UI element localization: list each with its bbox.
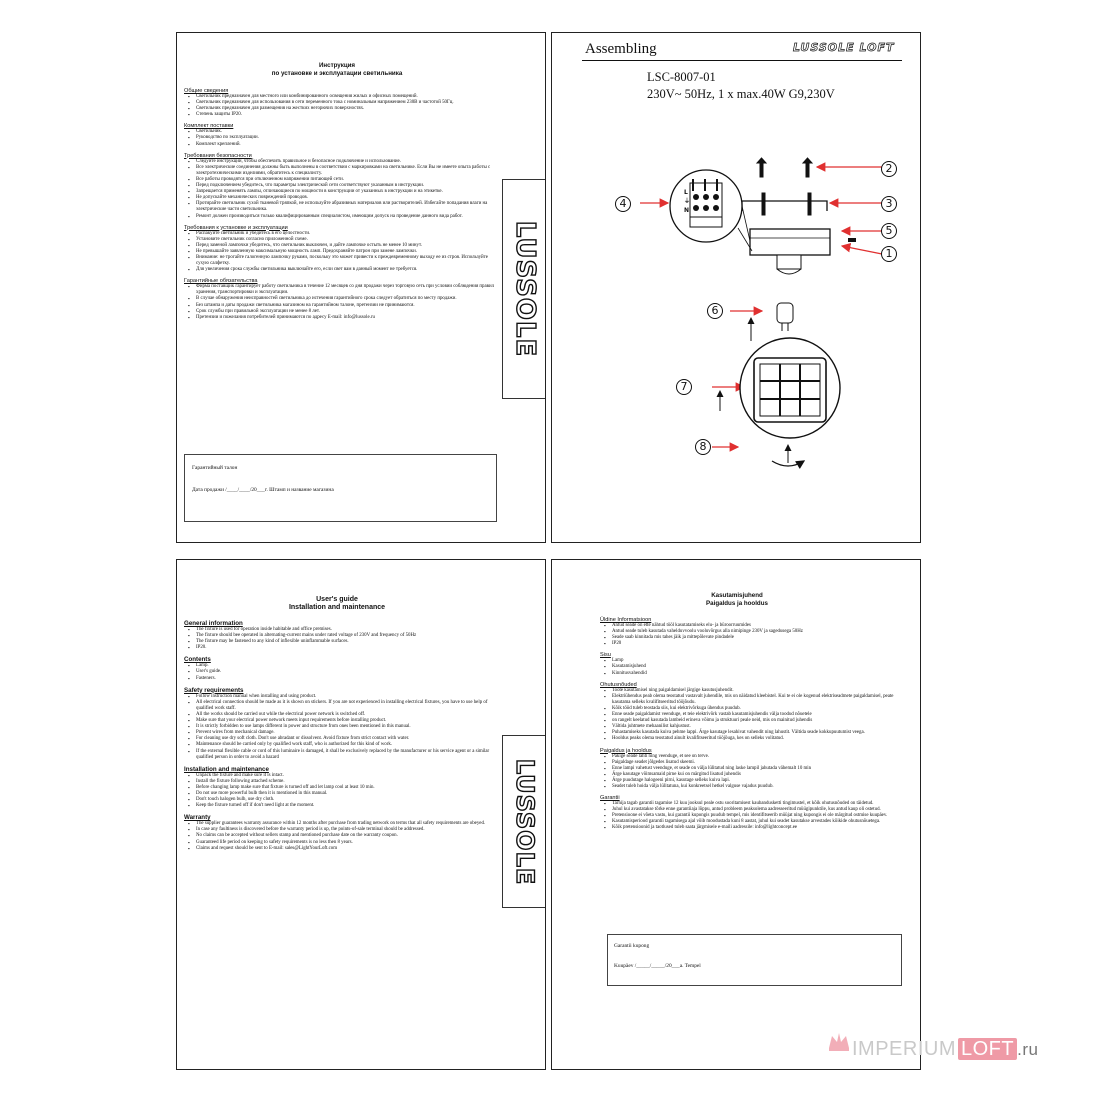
list-item: ▪ Все электрические соединения должны быть выполнены в соответствии с маркировками на светильнике. Если Вы не имеете опыта работы с электротехническими изделиями, обратитесь к специалисту. <box>184 165 502 177</box>
en-section-list <box>184 694 502 761</box>
list-item: ▪ Установите светильник согласно приложенной схеме. <box>184 237 502 243</box>
ru-section-heading: Общие сведения <box>184 88 229 94</box>
list-item: ▪ Pretensioone ei võeta vastu, kui garantii kupongis puudub tempel, mis identifitseerib müüjat ning kupongis ei ole märgitud ostmise kuupäev. <box>600 813 900 819</box>
callout-5: 5 <box>881 223 897 239</box>
list-item: ▪ Светильник предназначен для использования в сети переменного тока с номинальным напряжением 230В и частотой 50Гц. <box>184 100 502 106</box>
list-item: ▪ Puhastamiseks kasutada kuiva pehme lappi. Ärge kasutage lesahivat vahendit ning lahustit. Vältida seade kokkupuutumist veega. <box>600 730 900 736</box>
list-item: ▪ If the external flexible cable or cord of this luminaire is damaged, it shall be exclusively replaced by the manufacturer or his service agent or a similar qualified person in order to avoid a hazard <box>184 749 502 761</box>
list-item: ▪ Keep the fixture turned off if don't need light at the moment. <box>184 803 502 809</box>
ru-section-list <box>184 284 502 321</box>
callout-7: 7 <box>676 379 692 395</box>
ru-title-line1: Инструкция <box>318 62 356 69</box>
ru-section-list <box>184 94 502 118</box>
glass-shade <box>740 338 840 438</box>
model-spec: 230V~ 50Hz, 1 x max.40W G9,230V <box>647 87 835 101</box>
list-item: ▪ The fixture may be fastened to any kind of inflexible uninflammable surfaces. <box>184 639 502 645</box>
terminal-label-l: L <box>684 189 688 196</box>
et-title-line1: Kasutamisjuhend <box>711 592 763 599</box>
ru-section-heading: Требования к установке и эксплуатации <box>184 224 288 231</box>
et-section-list <box>600 754 900 791</box>
en-section-list <box>184 627 502 651</box>
et-section-list <box>600 801 900 831</box>
callout-4: 4 <box>615 196 631 212</box>
list-item: ▪ on rangelt keelatud kasutada lambeid erineva võimu ja struktuuri peale neid, mis on mainitud juhendis <box>600 718 900 724</box>
list-item: ▪ Для увеличения срока службы светильника выключайте его, если свет вам в данный момент не требуется. <box>184 267 502 273</box>
en-section-heading: General information <box>184 620 243 627</box>
list-item: ▪ Все работы проводятся при отключенном напряжении питающей сети. <box>184 177 502 183</box>
list-item: ▪ The fixture should bee operated in alternating-current mains under rated voltage of 230V and frequency of 50Hz <box>184 633 502 639</box>
list-item: ▪ The supplier guarantees warranty assurance within 12 months after purchase from trading network on terms that all safety requirements are obeyed. <box>184 821 502 827</box>
list-item: ▪ Antud seade on ette nähtud tööl kasutatamiseks elu- ja büroorruumides <box>600 623 900 629</box>
list-item: ▪ Претензии и пожелания потребителей принимаются по адресу E-mail: info@lussole.ru <box>184 315 502 321</box>
en-section-heading: Installation and maintenance <box>184 765 269 773</box>
lussole-logo-vertical <box>502 735 546 908</box>
ru-section-heading: Комплект поставки <box>184 123 234 130</box>
list-item: ▪ Make sure that your electrical power network meets input requirements before installing product. <box>184 718 502 724</box>
terminal-labels <box>684 188 694 215</box>
en-section-heading: Warranty <box>184 814 211 822</box>
list-item: ▪ Не допускайте механических повреждений проводов. <box>184 195 502 201</box>
list-item: ▪ Ärge kasutage võimsamaid pirne kui on märgitud lisatud juhendis <box>600 772 900 778</box>
ru-section-list <box>184 129 502 147</box>
list-item: ▪ Paigaldage seadet jõlgedes lisatud skeemi. <box>600 760 900 766</box>
terminal-label-earth: ⏚ <box>684 198 691 205</box>
list-item: ▪ Ремонт должен производиться только квалифицированным специалистом, имеющим допуск на проведение данного вида работ. <box>184 214 502 220</box>
list-item: ▪ Перед подключением убедитесь, что параметры электрической сети соответствуют указанным в инструкции. <box>184 183 502 189</box>
list-item: ▪ Ärge puudutage halogeeni pirni, kasutage selleks kuiva lapi. <box>600 778 900 784</box>
list-item: ▪ Lamp. <box>184 663 502 669</box>
list-item: ▪ Протирайте светильник сухой тканевой тряпкой, не используйте абразивных материалов или растворителей. Избегайте попадания влаги на электрические части светильника. <box>184 201 502 213</box>
list-item: ▪ All the works should be carried out while the electrical power network is switched off. <box>184 712 502 718</box>
list-item: ▪ Комплект креплений. <box>184 142 502 148</box>
en-title-line2: Installation and maintenance <box>288 604 386 611</box>
et-section-list <box>600 688 900 743</box>
list-item: ▪ Guaranteed life period on keeping to safety requirements is no less then 8 years. <box>184 840 502 846</box>
en-section-list <box>184 773 502 810</box>
callout-8: 8 <box>695 439 711 455</box>
ru-section-list <box>184 159 502 220</box>
list-item: ▪ Внимание: не трогайте галогенную лампочку руками, поскольку это может привести к преждевременному выходу ее из строя. Используйте сухую салфетку. <box>184 255 502 267</box>
watermark-tld: .ru <box>1017 1040 1039 1059</box>
list-item: ▪ Tarnija tagab garantii tagamise 12 kuu jooksul peale ostu sooritamisest kaubandusketti tingimustel, et kõik ohutusnõuded on täidetud. <box>600 801 900 807</box>
crown-icon <box>826 1030 852 1052</box>
list-item: ▪ Don't touch halogen bulb, use dry cloth. <box>184 797 502 803</box>
list-item: ▪ Срок службы при правильной эксплуатации не менее 8 лет. <box>184 309 502 315</box>
ru-section-heading: Требования безопасности <box>184 152 252 159</box>
ru-coupon-title: Гарантийный талон <box>192 465 238 471</box>
list-item: ▪ Kõik pretensioonid ja taotlused tuleb saata järgmisele e-maili aadressile: info@lightconcept.ee <box>600 825 900 831</box>
list-item: ▪ Enne seade paigaldamist veenduge, et teie elektrivõrk vastab kasutamisjuhendis välja toodud nõuetele <box>600 712 900 718</box>
list-item: ▪ Enne lampi vahetust veenduge, et seade on välja lülitatud ning laske lampil jahutada vähemalt 10 min <box>600 766 900 772</box>
ru-sections <box>184 83 502 321</box>
callout-3: 3 <box>881 196 897 212</box>
ru-coupon-line: Дата продажи /____/____/20___г. Штамп и название магазина <box>192 487 334 493</box>
socket <box>777 255 801 269</box>
ru-section-list <box>184 231 502 274</box>
list-item: ▪ Lamp <box>600 658 900 664</box>
list-item: ▪ It is strictly forbidden to use lamps different in power and structure from ones been mentioned in this manual. <box>184 724 502 730</box>
list-item: ▪ Claims and request should be sent to E-mail: sales@LightYourLoft.com <box>184 846 502 852</box>
lussole-logo-text: LUSSOLE <box>509 220 540 358</box>
en-title-line1: User's guide <box>316 596 358 603</box>
sheet-english-guide <box>176 559 546 1070</box>
watermark-accent: LOFT <box>958 1038 1017 1060</box>
list-item: ▪ Запрещается применять лампы, отличающиеся по мощности в конструкции от указанных в инструкции и на этикетке. <box>184 189 502 195</box>
mounting-bracket <box>742 201 827 211</box>
et-title-line2: Paigaldus ja hooldus <box>706 600 768 607</box>
list-item: ▪ Before changing lamp make sure that fixture is turned off and let lamp cool at least 10 min. <box>184 785 502 791</box>
en-section-list <box>184 663 502 681</box>
list-item: ▪ Vältida juhtmete mehaanilist kahjustust. <box>600 724 900 730</box>
et-sections <box>600 612 900 832</box>
list-item: ▪ Unpack the fixture and make sure it is intact. <box>184 773 502 779</box>
lussole-logo-text: LUSSOLE <box>510 758 539 885</box>
list-item: ▪ Фирма поставщик гарантирует работу светильника в течение 12 месяцев со дня продажи через торговую сеть при условии соблюдения правил хранения, транспортировки и эксплуатации. <box>184 284 502 296</box>
list-item: ▪ Перед заменой лампочки убедитесь, что светильник выключен, и дайте лампочке остыть не менее 10 минут. <box>184 243 502 249</box>
lussole-logo-vertical <box>502 179 546 399</box>
assembling-title: Assembling <box>585 41 657 57</box>
list-item: ▪ No claims can be accepted without sellers stamp and mentioned purchase date on the warranty coupon. <box>184 833 502 839</box>
list-item: ▪ В случае обнаружения неисправностей светильника до истечения гарантийного срока следует обратиться по месту продажи. <box>184 296 502 302</box>
et-section-heading: Garantii <box>600 795 620 802</box>
ru-section-heading: Гарантийные обязательства <box>184 278 258 285</box>
list-item: ▪ Kasutamisperiood garantii tagamisega ajal võib moodustada kuni 8 aastat, juhul kui seadet kasutakse arvestades kõikide ohutusnõuetega. <box>600 819 900 825</box>
list-item: ▪ For cleaning use dry soft cloth. Don't use abradant or dissolvent. Avoid fixture from strict contact with water. <box>184 736 502 742</box>
et-section-list <box>600 658 900 676</box>
list-item: ▪ Kõik tööd tuleb teostada siis, kui elektrivõrkuga ühendus puudub. <box>600 706 900 712</box>
model-number: LSC-8007-01 <box>647 70 716 84</box>
et-coupon-title: Garantii kupong <box>614 943 650 949</box>
en-sections <box>184 615 502 852</box>
sheet-assembling-diagram <box>551 32 921 543</box>
en-section-heading: Safety requirements <box>184 686 244 694</box>
terminal-label-n: N <box>684 207 690 214</box>
list-item: ▪ Kinnitusvahendid <box>600 671 900 677</box>
brand-logo: LUSSOLE LOFT <box>793 41 895 54</box>
sheet-russian-instructions <box>176 32 546 543</box>
et-section-heading: Sisu <box>600 652 611 659</box>
list-item: ▪ IP20 <box>600 641 900 647</box>
list-item: ▪ Seade saab kinnitada mis tahes jäik ja mittepõlevate pindadele <box>600 635 900 641</box>
list-item: ▪ Follow instruction manual when installing and using product. <box>184 694 502 700</box>
list-item: ▪ Светильник предназначен для местного или комбинированного освещения жилых и офисных помещений. <box>184 94 502 100</box>
list-item: ▪ The fixture is used for operation inside habitable and office premises. <box>184 627 502 633</box>
en-section-list <box>184 821 502 851</box>
callout-1: 1 <box>881 246 897 262</box>
list-item: ▪ Antud seade tuleb kasutada vahelduvvoolu vooluvõrgus alla nimipinge 230V ja sagedusega 50Hz <box>600 629 900 635</box>
list-item: ▪ Kasutamisjuhend <box>600 664 900 670</box>
en-section-heading: Contents <box>184 656 211 664</box>
list-item: ▪ In case any faultiness is discovered before the warranty period is up, the points-of-sale terminal should be addressed. <box>184 827 502 833</box>
sheet-estonian-guide <box>551 559 921 1070</box>
callout-2: 2 <box>881 161 897 177</box>
list-item: ▪ Pakige seade lahti ning veenduge, et see on terve. <box>600 754 900 760</box>
list-item: ▪ IP20. <box>184 645 502 651</box>
et-warranty-coupon <box>607 934 902 986</box>
assembly-diagram <box>552 33 921 543</box>
list-item: ▪ All electrical connection should be made as it is shown on stickers. If you are not experienced in installing electrical fixtures, you have to use help of qualified work staff. <box>184 700 502 712</box>
ru-title-line2: по установке и эксплуатации светильника <box>271 70 403 77</box>
list-item: ▪ Juhul kui avastatakse tõrke enne garantiiaja lõppu, antud probleem peaksolema aadresseeritud müügipunktile, kus antud kaup oli ostetud. <box>600 807 900 813</box>
et-section-list <box>600 623 900 647</box>
list-item: ▪ Руководство по эксплуатации. <box>184 135 502 141</box>
list-item: ▪ Fasteners. <box>184 676 502 682</box>
list-item: ▪ Без штампа и даты продажи светильника магазином на гарантийном талоне, претензии не принимаются. <box>184 303 502 309</box>
list-item: ▪ Следуйте инструкции, чтобы обеспечить правильное и безопасное подключение и использование. <box>184 159 502 165</box>
et-section-heading: Paigaldus ja hooldus <box>600 747 652 754</box>
watermark-main: IMPERIUM <box>852 1038 956 1060</box>
list-item: ▪ Do not use more powerful bulb then it is mentioned in this manual. <box>184 791 502 797</box>
list-item: ▪ Elektriühendus peab olema teostatud vastavalt juhendile, mis on näidatud kleebistel. Kui te ei ole kogenud elektriseadmete paigaldamisel, peate kasutama selleks kvalifitseeritud tööjõudu. <box>600 694 900 706</box>
list-item: ▪ Toote kasutamisel ning paigaldamisel järgige kasutusjuhendit. <box>600 688 900 694</box>
et-section-heading: Üldine Informatsioon <box>600 617 652 623</box>
list-item: ▪ Распакуйте светильник и убедитесь в его целостности. <box>184 231 502 237</box>
list-item: ▪ Не превышайте заявленную максимальную мощность ламп. Предохраняйте патрон при замене лампочки. <box>184 249 502 255</box>
callout-6: 6 <box>707 303 723 319</box>
ru-warranty-coupon <box>184 454 497 522</box>
list-item: ▪ Seadet tuleb hoida välja lülitatuna, kui konkreetsel hetkel valguse vajadus puudub. <box>600 784 900 790</box>
list-item: ▪ Светильник предназначен для размещения на жестких негорючих поверхностях. <box>184 106 502 112</box>
list-item: ▪ Maintenance should be carried only by qualified work staff, who is authorized for this kind of work. <box>184 742 502 748</box>
list-item: ▪ Светильник. <box>184 129 502 135</box>
list-item: ▪ User's guide. <box>184 669 502 675</box>
et-coupon-line: Kuupäev /_____/_____/20___a. Tempel <box>614 963 701 969</box>
canopy <box>750 229 830 255</box>
mounting-screws <box>757 158 812 215</box>
g9-bulb <box>777 303 793 331</box>
list-item: ▪ Степень защиты IP20. <box>184 112 502 118</box>
list-item: ▪ Prevent wires from mechanical damage. <box>184 730 502 736</box>
et-section-heading: Ohutusnõuded <box>600 681 637 688</box>
list-item: ▪ Hooldus peaks olema teostatud ainult kvalifitseeritud tööjõuga, kes on selleks volitatud. <box>600 736 900 742</box>
site-watermark <box>852 1038 1038 1061</box>
rotate-arrow-icon <box>772 445 804 466</box>
list-item: ▪ Install the fixture following attached scheme. <box>184 779 502 785</box>
